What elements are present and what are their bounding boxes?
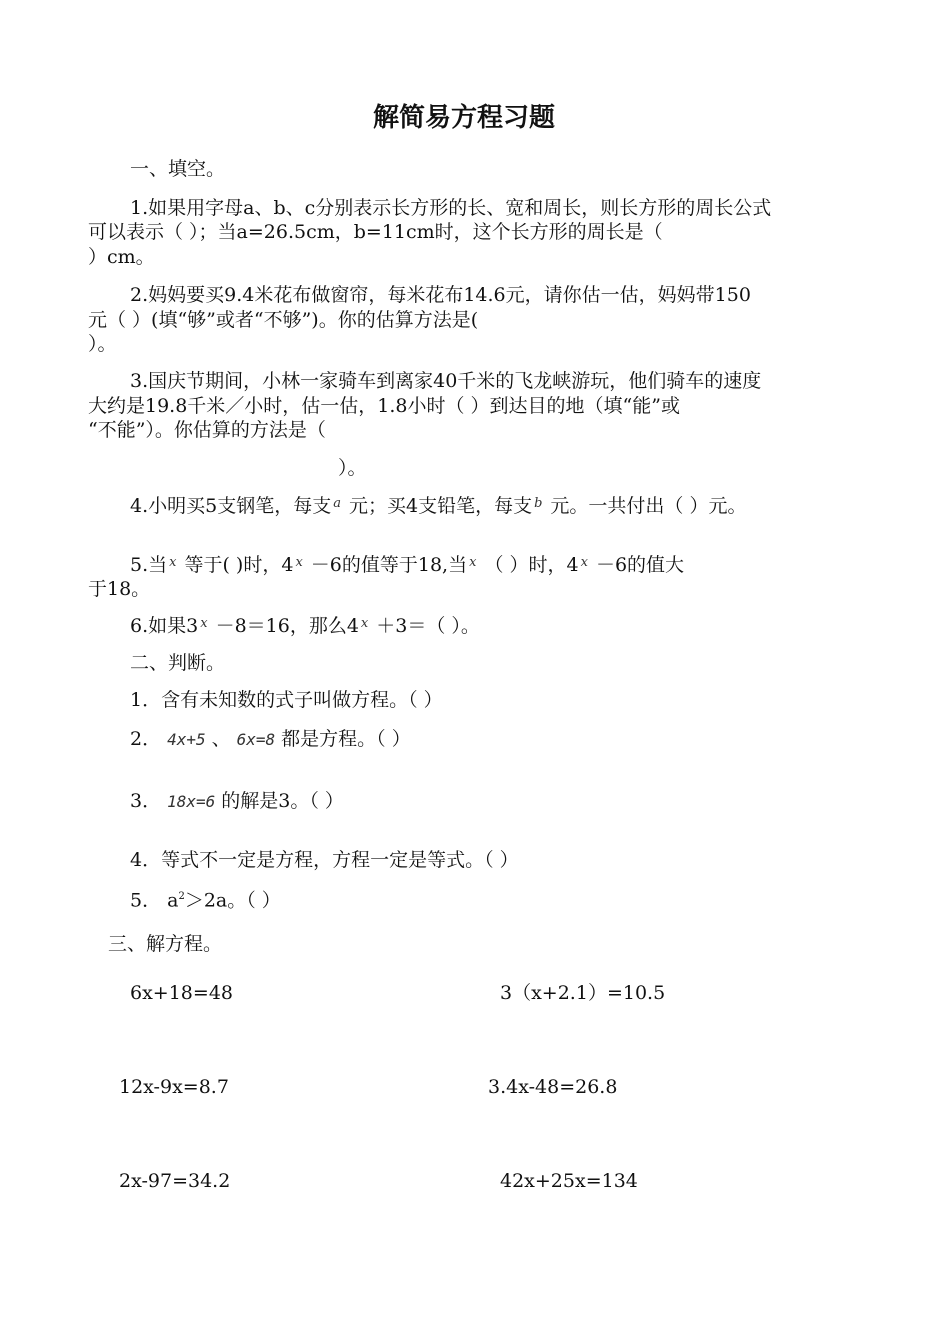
judge-5-suffix: ＞2a。（ ） — [184, 889, 281, 912]
q4-text-1: 4.小明买5支钢笔，每支 — [130, 495, 332, 517]
q1-line1: 1.如果用字母a、b、c分别表示长方形的长、宽和周长，则长方形的周长公式 — [130, 197, 772, 219]
q3-line2: 大约是19.8千米／小时，估一估，1.8小时（ ）到达目的地（填“能”或 — [88, 395, 680, 417]
q5-text-4: （ ）时，4 — [484, 554, 579, 576]
judge-item-5 — [130, 885, 281, 912]
page-title: 解简易方程习题 — [373, 103, 556, 133]
q3-line1: 3.国庆节期间，小林一家骑车到离家40千米的飞龙峡游玩，他们骑车的速度 — [130, 370, 762, 392]
judge-item-3 — [130, 789, 344, 814]
judge-item-4: 4．等式不一定是方程，方程一定是等式。（ ） — [130, 849, 519, 871]
q5-var-x: x — [169, 555, 177, 570]
q4-text-2: 元；买4支铅笔，每支 — [348, 495, 533, 517]
q4-var-b: b — [534, 496, 543, 511]
q4 — [130, 494, 746, 521]
q5-var-x: x — [295, 555, 303, 570]
q6-var-x: x — [360, 616, 369, 631]
judge-item-1: 1．含有未知数的式子叫做方程。（ ） — [130, 689, 443, 711]
judge-item-2 — [130, 727, 411, 752]
section-heading-solve: 三、解方程。 — [108, 933, 223, 955]
q6-text-2: －8＝16，那么4 — [215, 615, 359, 637]
section-heading-fill-blank: 一、填空。 — [130, 158, 226, 180]
judge-2-expr-1: 4x+5 — [167, 730, 206, 749]
judge-2-suffix: 都是方程。（ ） — [281, 728, 411, 750]
q5-line2: 于18。 — [88, 578, 151, 600]
judge-5-prefix: 5． a — [130, 889, 179, 912]
q2-line2: 元（ ）(填“够”或者“不够”)。你的估算方法是( — [88, 309, 479, 331]
section-heading-judge: 二、判断。 — [130, 652, 226, 674]
q4-var-a: a — [333, 496, 341, 511]
equation-5: 2x-97=34.2 — [119, 1170, 231, 1192]
judge-5-exponent: 2 — [178, 891, 185, 902]
q6 — [130, 614, 480, 641]
equation-3: 12x-9x=8.7 — [119, 1076, 229, 1098]
equation-6: 42x+25x=134 — [500, 1170, 638, 1192]
judge-3-suffix: 的解是3。（ ） — [221, 790, 344, 812]
equation-2: 3（x+2.1）=10.5 — [500, 982, 666, 1004]
equation-1: 6x+18=48 — [130, 982, 233, 1004]
q3-line4: ）。 — [338, 457, 367, 479]
q1-line3: ）cm。 — [88, 246, 155, 268]
q5-text-2: 等于( )时，4 — [184, 554, 294, 576]
equation-4: 3.4x-48=26.8 — [488, 1076, 618, 1098]
q6-text-1: 6.如果3 — [130, 615, 199, 637]
q4-text-3: 元。一共付出（ ）元。 — [550, 495, 747, 517]
q5-text-3: －6的值等于18,当 — [310, 554, 468, 576]
q5-var-x: x — [469, 555, 477, 570]
q5-var-x: x — [580, 555, 588, 570]
q6-text-3: ＋3＝（ ）。 — [376, 615, 480, 637]
judge-2-expr-2: 6x=8 — [236, 730, 276, 749]
q2-line1: 2.妈妈要买9.4米花布做窗帘，每米花布14.6元，请你估一估，妈妈带150 — [130, 284, 751, 306]
q5-line1 — [130, 553, 684, 580]
q1-line2: 可以表示（ ）；当a=26.5cm，b=11cm时，这个长方形的周长是（ — [88, 221, 663, 243]
q3-line3: “不能”）。你估算的方法是（ — [88, 419, 326, 441]
judge-2-sep: 、 — [211, 728, 231, 750]
q5-text-5: －6的值大 — [595, 554, 685, 576]
q2-line3: ）。 — [88, 333, 117, 355]
q5-text-1: 5.当 — [130, 554, 168, 576]
judge-2-prefix: 2． — [130, 728, 162, 750]
judge-3-expr: 18x=6 — [167, 792, 216, 811]
q6-var-x: x — [200, 616, 208, 631]
judge-3-prefix: 3． — [130, 790, 162, 812]
